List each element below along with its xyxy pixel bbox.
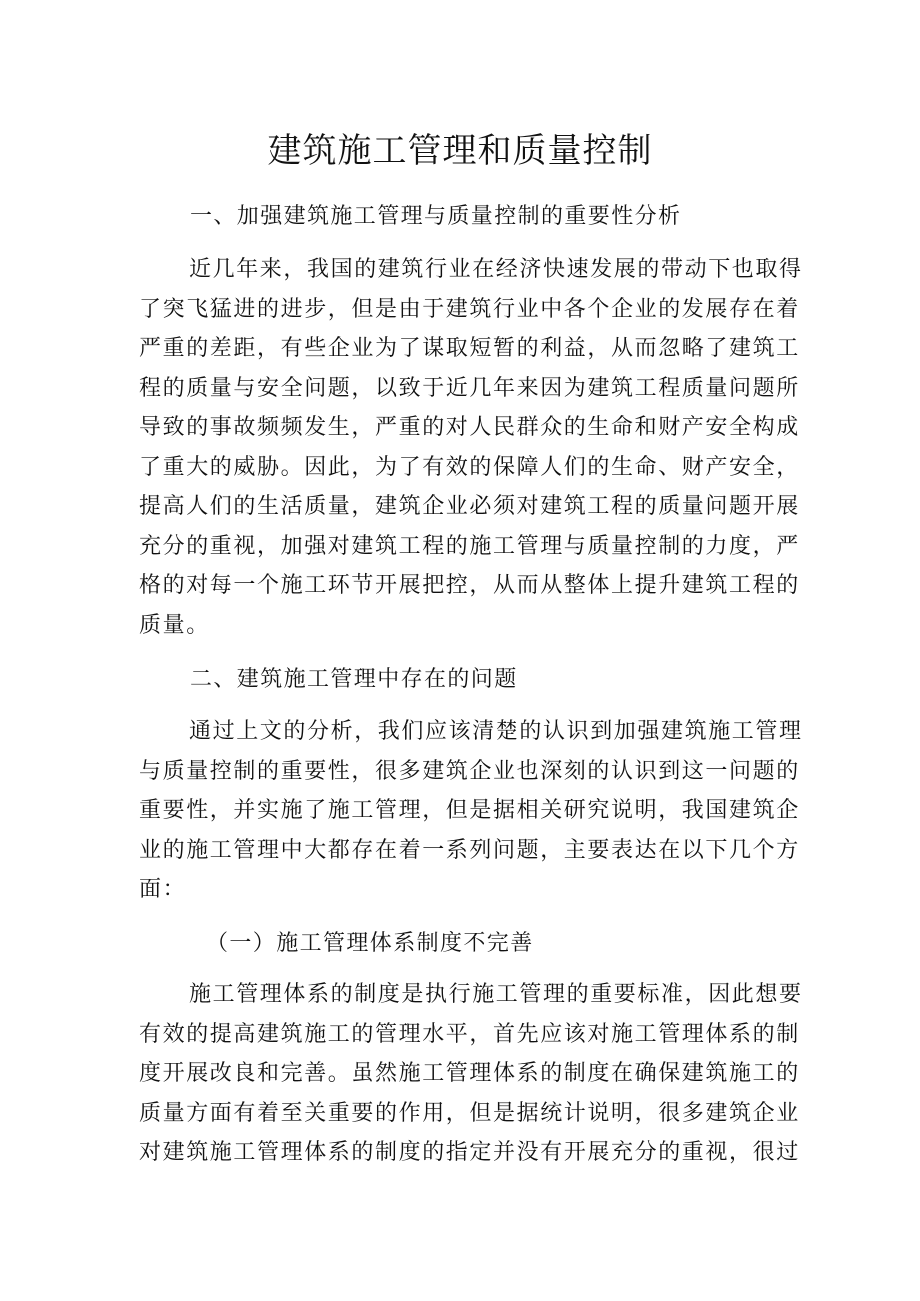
paragraph-line: 业的施工管理中大都存在着一系列问题，主要表达在以下几个方	[139, 837, 800, 863]
paragraph-1	[139, 250, 803, 645]
paragraph-3	[139, 975, 803, 1173]
paragraph-line: 重要性，并实施了施工管理，但是据相关研究说明，我国建筑企	[139, 798, 800, 823]
paragraph-2	[139, 712, 803, 910]
paragraph-line: 近几年来，我国的建筑行业在经济快速发展的带动下也取得	[189, 257, 803, 282]
paragraph-line: 质量。	[139, 612, 210, 638]
section-heading-2: 二、建筑施工管理中存在的问题	[190, 667, 518, 692]
paragraph-line: 了重大的威胁。因此，为了有效的保障人们的生命、财产安全，	[139, 454, 800, 480]
paragraph-line: 对建筑施工管理体系的制度的指定并没有开展充分的重视，很过	[139, 1140, 800, 1165]
paragraph-line: 了突飞猛进的进步，但是由于建筑行业中各个企业的发展存在着	[139, 296, 800, 322]
paragraph-line: 质量方面有着至关重要的作用，但是据统计说明，很多建筑企业	[139, 1100, 800, 1126]
paragraph-line: 度开展改良和完善。虽然施工管理体系的制度在确保建筑施工的	[139, 1061, 800, 1086]
paragraph-line: 严重的差距，有些企业为了谋取短暂的利益，从而忽略了建筑工	[139, 336, 800, 361]
paragraph-line: 有效的提高建筑施工的管理水平，首先应该对施工管理体系的制	[139, 1021, 800, 1047]
subsection-heading-1: （一）施工管理体系制度不完善	[206, 931, 534, 956]
paragraph-line: 通过上文的分析，我们应该清楚的认识到加强建筑施工管理	[189, 719, 803, 744]
paragraph-line: 格的对每一个施工环节开展把控，从而从整体上提升建筑工程的	[139, 573, 800, 598]
paragraph-line: 导致的事故频频发生，严重的对人民群众的生命和财产安全构成	[139, 415, 800, 440]
document-title: 建筑施工管理和质量控制	[267, 131, 653, 171]
paragraph-line: 程的质量与安全问题，以致于近几年来因为建筑工程质量问题所	[139, 375, 800, 401]
paragraph-line: 提高人们的生活质量，建筑企业必须对建筑工程的质量问题开展	[139, 494, 800, 519]
section-heading-1: 一、加强建筑施工管理与质量控制的重要性分析	[190, 204, 682, 229]
paragraph-line: 面：	[139, 877, 187, 902]
paragraph-line: 施工管理体系的制度是执行施工管理的重要标准，因此想要	[189, 982, 803, 1007]
paragraph-line: 与质量控制的重要性，很多建筑企业也深刻的认识到这一问题的	[139, 758, 800, 784]
paragraph-line: 充分的重视，加强对建筑工程的施工管理与质量控制的力度，严	[139, 533, 800, 559]
